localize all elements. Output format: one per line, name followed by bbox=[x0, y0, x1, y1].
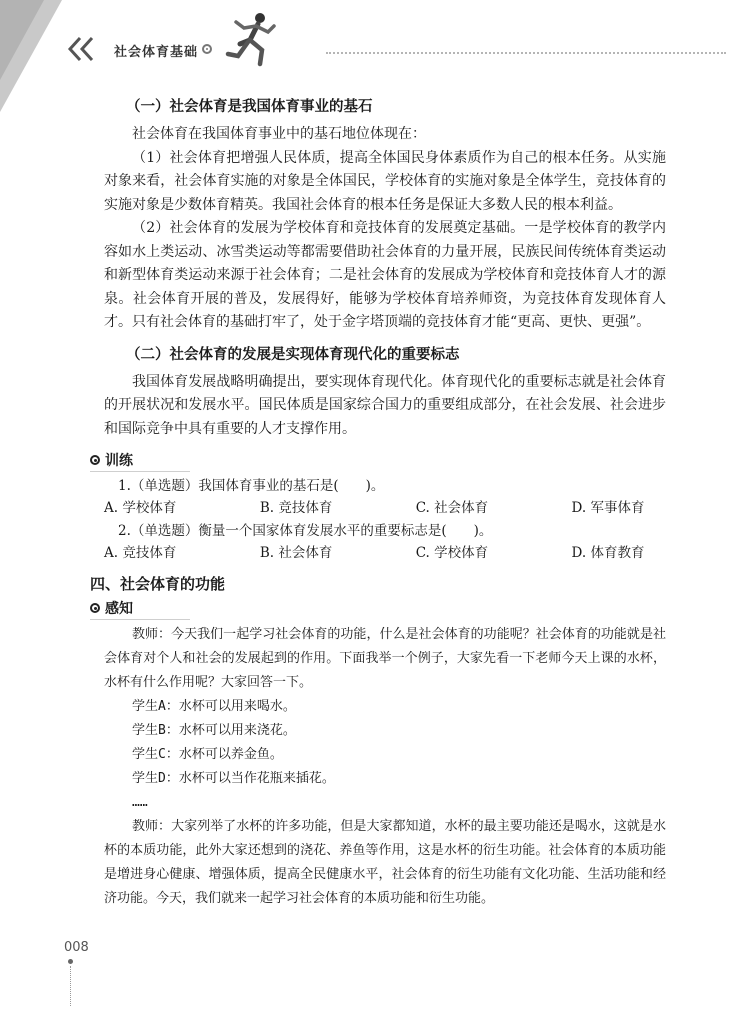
student-answer: 学生A：水杯可以用来喝水。 bbox=[132, 699, 296, 714]
section-heading-2: （二）社会体育的发展是实现体育现代化的重要标志 bbox=[126, 346, 460, 363]
option: B. 竞技体育 bbox=[259, 500, 333, 516]
teacher-summary: 教师：大家列举了水杯的许多功能，但是大家都知道，水杯的最主要功能还是喝水，这就是水杯的本质功能，此外大家还想到的浇花、养鱼等作用，这是水杯的衍生功能。社会体育的本质功能是增进身心健康、增强体质，提高全民健康水平，社会体育的衍生功能有文化功能、生活功能和经济功能。今天，我们就来一起学习社会体育的本质功能和衍生功能。 bbox=[104, 819, 666, 906]
option: A. 学校体育 bbox=[104, 500, 177, 516]
question-stem: 1.（单选题）我国体育事业的基石是( )。 bbox=[118, 478, 385, 494]
page-number: 008 bbox=[64, 940, 89, 955]
runner-illustration bbox=[222, 10, 282, 70]
question-stem: 2.（单选题）衡量一个国家体育发展水平的重要标志是( )。 bbox=[118, 523, 493, 539]
option: D. 军事体育 bbox=[571, 500, 645, 516]
double-chevron-left-icon bbox=[66, 36, 100, 62]
option: C. 学校体育 bbox=[415, 545, 489, 561]
paragraph: （2）社会体育的发展为学校体育和竞技体育的发展奠定基础。一是学校体育的教学内容如水上类运动、冰雪类运动等都需要借助社会体育的力量开展，民族民间传统体育类运动和新型体育类运动来源于社会体育；二是社会体育的发展成为学校体育和竞技体育人才的源泉。社会体育开展的普及，发展得好，能够为学校体育培养师资，为竞技体育发现体育人才。只有社会体育的基础打牢了，处于金字塔顶端的竞技体育才能“更高、更快、更强”。 bbox=[104, 220, 666, 330]
header-title: 社会体育基础 bbox=[114, 45, 199, 60]
student-answer: 学生B：水杯可以用来浇花。 bbox=[132, 723, 296, 738]
section-heading-4: 四、社会体育的功能 bbox=[90, 575, 226, 593]
option-row bbox=[90, 542, 666, 565]
option: C. 社会体育 bbox=[415, 500, 489, 516]
teacher-intro: 教师：今天我们一起学习社会体育的功能，什么是社会体育的功能呢？社会体育的功能就是社会体育对个人和社会的发展起到的作用。下面我举一个例子，大家先看一下老师今天上课的水杯，水杯有什么作用呢？大家回答一下。 bbox=[104, 627, 666, 690]
training-block bbox=[90, 449, 666, 620]
page-content bbox=[90, 95, 666, 911]
page-dotted-line bbox=[70, 966, 71, 1006]
dialogue-block bbox=[104, 623, 666, 911]
section-heading-1: （一）社会体育是我国体育事业的基石 bbox=[126, 99, 373, 115]
circle-bullet-icon bbox=[90, 603, 100, 613]
paragraph: 我国体育发展战略明确提出，要实现体育现代化。体育现代化的重要标志就是社会体育的开展状况和发展水平。国民体质是国家综合国力的重要组成部分，在社会发展、社会进步和国际竞争中具有重要的人才支撑作用。 bbox=[104, 373, 666, 437]
student-answer: 学生C：水杯可以养金鱼。 bbox=[132, 747, 283, 762]
circle-bullet-icon bbox=[202, 44, 212, 54]
option-row bbox=[90, 497, 666, 520]
perception-tag bbox=[90, 597, 190, 620]
corner-decoration bbox=[0, 0, 62, 112]
option: A. 竞技体育 bbox=[104, 545, 177, 561]
header-dotted-rule bbox=[326, 52, 726, 54]
option: B. 社会体育 bbox=[259, 545, 333, 561]
paragraph: 社会体育在我国体育事业中的基石地位体现在： bbox=[132, 126, 426, 142]
page-dot-icon bbox=[68, 959, 73, 964]
student-answer: 学生D：水杯可以当作花瓶来插花。 bbox=[132, 771, 335, 786]
training-label: 训练 bbox=[105, 453, 133, 469]
paragraph: （1）社会体育把增强人民体质，提高全体国民身体素质作为自己的根本任务。从实施对象来看，社会体育实施的对象是全体国民，学校体育的实施对象是全体学生，竞技体育的实施对象是少数体育精英。我国社会体育的根本任务是保证大多数人民的根本利益。 bbox=[104, 149, 666, 213]
perception-label: 感知 bbox=[105, 601, 133, 617]
training-tag bbox=[90, 449, 190, 472]
option: D. 体育教育 bbox=[571, 545, 645, 561]
ellipsis: …… bbox=[132, 795, 148, 810]
circle-bullet-icon bbox=[90, 455, 100, 465]
